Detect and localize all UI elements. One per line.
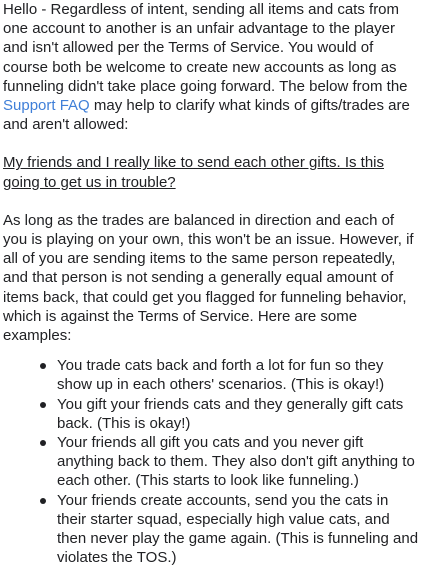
examples-list — [3, 356, 419, 567]
intro-paragraph — [3, 0, 419, 134]
message-body — [3, 0, 419, 567]
list-item: You trade cats back and forth a lot for fun so they show up in each others' scenarios. (This is okay!) — [57, 356, 419, 394]
list-item: Your friends create accounts, send you the cats in their starter squad, especially high value cats, and then never play the game again. (This is funneling and violates the TOS.) — [57, 491, 419, 567]
support-faq-link[interactable]: Support FAQ — [3, 97, 90, 115]
list-item: You gift your friends cats and they generally gift cats back. (This is okay!) — [57, 395, 419, 433]
faq-answer: As long as the trades are balanced in direction and each of you is playing on your own, this won't be an issue. However, if all of you are sending items to the same person repeatedly, and that person is not sending a generally equal amount of items back, that could get you flagged for funneling behavior, which is against the Terms of Service. Here are some examples: — [3, 211, 414, 345]
intro-text-after-link: may help to clarify what kinds of gifts/trades are and aren't allowed: — [3, 97, 410, 134]
intro-text-before-link: Hello - Regardless of intent, sending all items and cats from one account to another is an unfair advantage to the player and isn't allowed per the Terms of Service. You would of course both be welcome to create new accounts as long as funneling didn't take place going forward. The below from the — [3, 1, 408, 95]
faq-question: My friends and I really like to send each other gifts. Is this going to get us in trouble? — [3, 154, 385, 191]
list-item: Your friends all gift you cats and you never gift anything back to them. They also don't gift anything to each other. (This starts to look like funneling.) — [57, 433, 419, 491]
